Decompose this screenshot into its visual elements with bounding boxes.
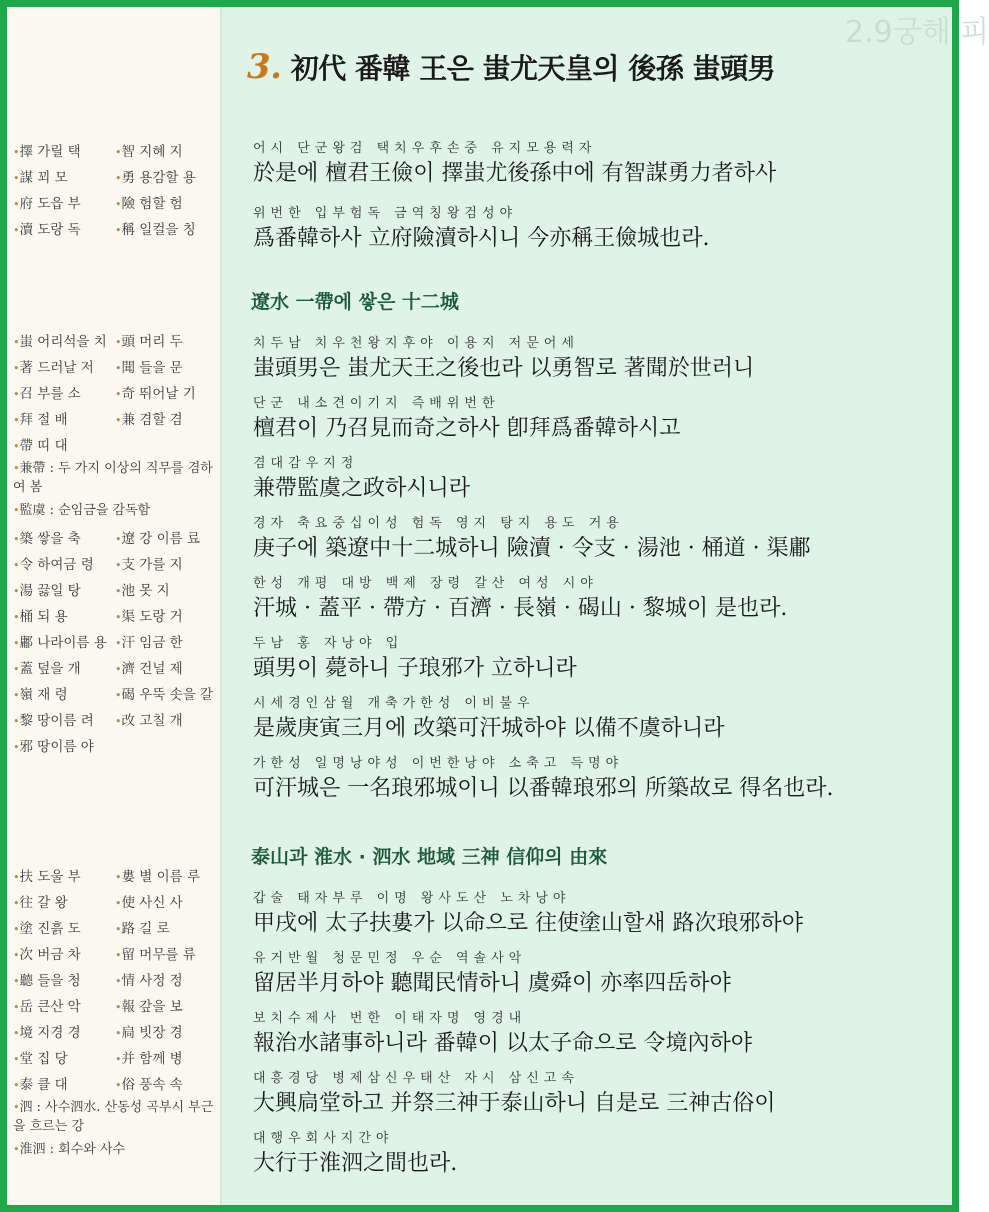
glossary-entry bbox=[115, 330, 217, 350]
glossary-entry-text: 頭 머리 두 bbox=[121, 334, 183, 350]
glossary-entry bbox=[13, 1073, 115, 1093]
glossary-entry bbox=[13, 1047, 115, 1067]
bullet-icon: • bbox=[13, 689, 20, 702]
bullet-icon: • bbox=[115, 172, 122, 185]
glossary-entry-text: 支 가를 지 bbox=[121, 557, 183, 573]
bullet-icon: • bbox=[115, 585, 122, 598]
line-reading: 겸대감우지정 bbox=[253, 456, 359, 471]
glossary-row bbox=[13, 628, 218, 654]
bullet-icon: • bbox=[13, 1101, 20, 1114]
glossary-row bbox=[13, 137, 218, 163]
bullet-icon: • bbox=[115, 689, 122, 702]
glossary-row bbox=[13, 732, 218, 758]
main-content bbox=[225, 7, 989, 1205]
glossary-entry-text: 鄘 나라이름 용 bbox=[19, 635, 107, 651]
glossary-entry-text: 嶺 재 령 bbox=[19, 687, 68, 703]
bullet-icon: • bbox=[115, 949, 122, 962]
bullet-icon: • bbox=[115, 533, 122, 546]
glossary-entry-text: 蚩 어리석을 치 bbox=[19, 334, 107, 350]
line-hanja: 大行于淮泗之間也라. bbox=[253, 1151, 458, 1176]
glossary-group-1 bbox=[13, 137, 218, 241]
bullet-icon: • bbox=[115, 715, 122, 728]
glossary-row bbox=[13, 379, 218, 405]
line-reading: 두남 홍 자낭야 입 bbox=[253, 636, 404, 651]
glossary-entry-text: 黎 땅이름 려 bbox=[19, 713, 94, 729]
glossary-entry-text: 聽 들을 청 bbox=[19, 973, 81, 989]
glossary-row bbox=[13, 215, 218, 241]
glossary-entry-text: 築 쌓을 축 bbox=[19, 531, 81, 547]
glossary-row bbox=[13, 914, 218, 940]
glossary-entry bbox=[13, 995, 115, 1015]
line-reading: 보치수제사 번한 이태자명 영경내 bbox=[253, 1011, 527, 1026]
glossary-entry bbox=[115, 943, 217, 963]
bullet-icon: • bbox=[115, 975, 122, 988]
glossary-row bbox=[13, 353, 218, 379]
bullet-icon: • bbox=[115, 897, 122, 910]
glossary-entry bbox=[13, 553, 115, 573]
glossary-row bbox=[13, 1070, 218, 1096]
bullet-icon: • bbox=[115, 923, 122, 936]
section-heading: 泰山과 淮水 · 泗水 地域 三神 信仰의 由來 bbox=[251, 846, 608, 868]
glossary-note bbox=[13, 1140, 218, 1159]
glossary-entry bbox=[115, 891, 217, 911]
line-reading: 어시 단군왕검 택치우후손중 유지모용력자 bbox=[253, 141, 597, 156]
glossary-entry bbox=[115, 527, 217, 547]
glossary-entry-text: 桶 되 용 bbox=[19, 609, 68, 625]
glossary-entry bbox=[115, 218, 217, 238]
bullet-icon: • bbox=[13, 663, 20, 676]
glossary-entry-text: 堂 집 당 bbox=[19, 1051, 68, 1067]
glossary-entry-text: 留 머무를 류 bbox=[121, 947, 196, 963]
glossary-entry-text: 使 사신 사 bbox=[121, 895, 183, 911]
glossary-entry-text: 擇 가릴 택 bbox=[19, 144, 81, 160]
section-number: 3. bbox=[247, 47, 282, 87]
glossary-entry bbox=[115, 917, 217, 937]
glossary-row bbox=[13, 1018, 218, 1044]
line-hanja: 頭男이 薨하니 子琅邪가 立하니라 bbox=[253, 656, 577, 681]
line-hanja: 於是에 檀君王儉이 擇蚩尤後孫中에 有智謀勇力者하사 bbox=[253, 161, 777, 186]
text-line bbox=[253, 452, 953, 502]
glossary-entry bbox=[115, 605, 217, 625]
glossary-entry-text: 著 드러날 저 bbox=[19, 360, 94, 376]
bullet-icon: • bbox=[13, 336, 20, 349]
bullet-icon: • bbox=[115, 388, 122, 401]
bullet-icon: • bbox=[13, 224, 20, 237]
glossary-row bbox=[13, 992, 218, 1018]
glossary-entry-text: 塗 진흙 도 bbox=[19, 921, 81, 937]
glossary-note-text: 泗 : 사수泗水. 산동성 곡부시 부근을 흐르는 강 bbox=[13, 1100, 214, 1134]
glossary-row bbox=[13, 680, 218, 706]
line-hanja: 大興扃堂하고 并祭三神于泰山하니 自是로 三神古俗이 bbox=[253, 1091, 776, 1116]
glossary-entry-text: 次 버금 차 bbox=[19, 947, 81, 963]
glossary-group-2 bbox=[13, 327, 218, 758]
glossary-entry-text: 往 갈 왕 bbox=[19, 895, 68, 911]
line-reading: 시세경인삼월 개축가한성 이비불우 bbox=[253, 696, 535, 711]
glossary-entry bbox=[115, 865, 217, 885]
bullet-icon: • bbox=[13, 897, 20, 910]
glossary-entry-text: 泰 클 대 bbox=[19, 1077, 68, 1093]
glossary-entry-text: 智 지혜 지 bbox=[121, 144, 183, 160]
glossary-entry bbox=[13, 434, 115, 454]
glossary-row bbox=[13, 576, 218, 602]
text-line bbox=[253, 692, 953, 742]
bullet-icon: • bbox=[13, 1143, 20, 1156]
bullet-icon: • bbox=[115, 224, 122, 237]
bullet-icon: • bbox=[13, 1027, 20, 1040]
glossary-entry bbox=[13, 140, 115, 160]
glossary-entry bbox=[13, 605, 115, 625]
bullet-icon: • bbox=[13, 611, 20, 624]
glossary-entry-text: 改 고칠 개 bbox=[121, 713, 183, 729]
glossary-entry bbox=[13, 218, 115, 238]
glossary-entry bbox=[13, 382, 115, 402]
bullet-icon: • bbox=[115, 414, 122, 427]
line-reading: 대행우회사지간야 bbox=[253, 1131, 394, 1146]
glossary-entry bbox=[115, 553, 217, 573]
line-hanja: 庚子에 築遼中十二城하니 險瀆 · 令支 · 湯池 · 桶道 · 渠鄘 bbox=[253, 536, 811, 561]
glossary-entry bbox=[13, 943, 115, 963]
glossary-note bbox=[13, 501, 218, 520]
glossary-entry-text: 婁 별 이름 루 bbox=[121, 869, 201, 885]
glossary-entry-text: 聞 들을 문 bbox=[121, 360, 183, 376]
glossary-entry bbox=[13, 166, 115, 186]
glossary-row bbox=[13, 431, 218, 457]
glossary-entry bbox=[13, 408, 115, 428]
glossary-entry-text: 府 도읍 부 bbox=[19, 196, 81, 212]
bullet-icon: • bbox=[115, 336, 122, 349]
line-hanja: 甲戌에 太子扶婁가 以命으로 往使塗山할새 路次琅邪하야 bbox=[253, 911, 803, 936]
text-line bbox=[253, 1007, 953, 1057]
line-hanja: 可汗城은 一名琅邪城이니 以番韓琅邪의 所築故로 得名也라. bbox=[253, 776, 834, 801]
line-reading: 대흥경당 병제삼신우태산 자시 삼신고속 bbox=[253, 1071, 579, 1086]
glossary-row bbox=[13, 706, 218, 732]
bullet-icon: • bbox=[115, 1053, 122, 1066]
glossary-entry-text: 報 갚을 보 bbox=[121, 999, 183, 1015]
glossary-entry bbox=[115, 1073, 217, 1093]
glossary-entry-text: 蓋 덮을 개 bbox=[19, 661, 81, 677]
bullet-icon: • bbox=[13, 414, 20, 427]
glossary-entry bbox=[115, 969, 217, 989]
glossary-row bbox=[13, 966, 218, 992]
bullet-icon: • bbox=[13, 440, 20, 453]
glossary-entry-text: 瀆 도랑 독 bbox=[19, 222, 81, 238]
bullet-icon: • bbox=[13, 198, 20, 211]
bullet-icon: • bbox=[13, 585, 20, 598]
glossary-entry-text: 兼 겸할 겸 bbox=[121, 412, 183, 428]
glossary-entry-text: 池 못 지 bbox=[121, 583, 170, 599]
glossary-row bbox=[13, 602, 218, 628]
glossary-entry-text: 湯 끓일 탕 bbox=[19, 583, 81, 599]
bullet-icon: • bbox=[13, 1001, 20, 1014]
bullet-icon: • bbox=[13, 715, 20, 728]
glossary-entry bbox=[13, 735, 115, 755]
bullet-icon: • bbox=[13, 1079, 20, 1092]
glossary-entry-text: 扶 도울 부 bbox=[19, 869, 81, 885]
glossary-entry bbox=[13, 969, 115, 989]
glossary-entry bbox=[115, 408, 217, 428]
bullet-icon: • bbox=[13, 975, 20, 988]
bleed-through-text: 2.9궁해 피 bbox=[845, 15, 989, 50]
glossary-entry bbox=[115, 631, 217, 651]
glossary-entry bbox=[115, 683, 217, 703]
glossary-entry-text: 召 부를 소 bbox=[19, 386, 81, 402]
glossary-entry-text: 碣 우뚝 솟을 갈 bbox=[121, 687, 214, 703]
bullet-icon: • bbox=[115, 1079, 122, 1092]
glossary-entry bbox=[13, 657, 115, 677]
glossary-entry bbox=[115, 356, 217, 376]
page-title bbox=[247, 47, 775, 87]
glossary-entry bbox=[13, 527, 115, 547]
glossary-entry bbox=[115, 579, 217, 599]
text-line bbox=[253, 202, 953, 252]
glossary-entry bbox=[13, 356, 115, 376]
bullet-icon: • bbox=[13, 949, 20, 962]
line-reading: 단군 내소견이기지 즉배위번한 bbox=[253, 396, 500, 411]
glossary-row bbox=[13, 862, 218, 888]
bullet-icon: • bbox=[13, 741, 20, 754]
glossary-entry bbox=[13, 330, 115, 350]
glossary-entry bbox=[13, 891, 115, 911]
text-line bbox=[253, 512, 953, 562]
glossary-note-text: 兼帶 : 두 가지 이상의 직무를 겸하여 봄 bbox=[13, 461, 213, 495]
bullet-icon: • bbox=[115, 1001, 122, 1014]
line-hanja: 汗城 · 蓋平 · 帶方 · 百濟 · 長嶺 · 碣山 · 黎城이 是也라. bbox=[253, 596, 788, 621]
glossary-entry-text: 謀 꾀 모 bbox=[19, 170, 68, 186]
glossary-entry-text: 邪 땅이름 야 bbox=[19, 739, 94, 755]
glossary-entry-text: 濟 건널 제 bbox=[121, 661, 183, 677]
text-line bbox=[253, 632, 953, 682]
glossary-entry-text: 路 길 로 bbox=[121, 921, 170, 937]
glossary-entry-text: 并 함께 병 bbox=[121, 1051, 183, 1067]
bullet-icon: • bbox=[13, 504, 20, 517]
line-hanja: 檀君이 乃召見而奇之하사 卽拜爲番韓하시고 bbox=[253, 416, 681, 441]
line-hanja: 是歲庚寅三月에 改築可汗城하야 以備不虞하니라 bbox=[253, 716, 725, 741]
line-hanja: 兼帶監虞之政하시니라 bbox=[253, 476, 471, 501]
bullet-icon: • bbox=[13, 462, 20, 475]
glossary-note-text: 監虞 : 순임금을 감독함 bbox=[19, 503, 151, 518]
line-reading: 치두남 치우천왕지후야 이용지 저문어세 bbox=[253, 336, 579, 351]
glossary-entry bbox=[13, 865, 115, 885]
glossary-entry bbox=[13, 579, 115, 599]
glossary-entry-text: 岳 큰산 악 bbox=[19, 999, 81, 1015]
title-text: 初代 番韓 王은 蚩尤天皇의 後孫 蚩頭男 bbox=[290, 52, 776, 85]
line-reading: 갑술 태자부루 이명 왕사도산 노차낭야 bbox=[253, 891, 571, 906]
glossary-group-3 bbox=[13, 862, 218, 1163]
glossary-entry-text: 險 험할 험 bbox=[121, 196, 183, 212]
bullet-icon: • bbox=[115, 663, 122, 676]
text-line bbox=[253, 572, 953, 622]
bullet-icon: • bbox=[115, 198, 122, 211]
glossary-entry-text: 俗 풍속 속 bbox=[121, 1077, 183, 1093]
glossary-entry-text: 令 하여금 령 bbox=[19, 557, 94, 573]
bullet-icon: • bbox=[13, 871, 20, 884]
text-line bbox=[253, 392, 953, 442]
glossary-entry bbox=[13, 631, 115, 651]
glossary-entry-text: 勇 용감할 용 bbox=[121, 170, 196, 186]
glossary-note bbox=[13, 459, 218, 497]
glossary-row bbox=[13, 405, 218, 431]
glossary-entry-text: 扃 빗장 경 bbox=[121, 1025, 183, 1041]
glossary-row bbox=[13, 524, 218, 550]
glossary-entry-text: 汗 임금 한 bbox=[121, 635, 183, 651]
glossary-entry bbox=[115, 1021, 217, 1041]
line-reading: 경자 축요중십이성 험독 영지 탕지 용도 거용 bbox=[253, 516, 624, 531]
glossary-entry-text: 遼 강 이름 료 bbox=[121, 531, 201, 547]
glossary-entry bbox=[13, 917, 115, 937]
section-heading: 遼水 一帶에 쌓은 十二城 bbox=[251, 291, 459, 313]
bullet-icon: • bbox=[13, 559, 20, 572]
glossary-row bbox=[13, 888, 218, 914]
glossary-row bbox=[13, 1044, 218, 1070]
glossary-entry-text: 情 사정 정 bbox=[121, 973, 183, 989]
glossary-entry-text: 帶 띠 대 bbox=[19, 438, 68, 454]
bullet-icon: • bbox=[13, 172, 20, 185]
glossary-entry bbox=[13, 1021, 115, 1041]
glossary-row bbox=[13, 189, 218, 215]
line-reading: 가한성 일명낭야성 이번한낭야 소축고 득명야 bbox=[253, 756, 624, 771]
text-line bbox=[253, 1127, 953, 1177]
glossary-row bbox=[13, 940, 218, 966]
glossary-entry bbox=[115, 709, 217, 729]
glossary-entry bbox=[115, 382, 217, 402]
glossary-entry bbox=[115, 995, 217, 1015]
glossary-entry bbox=[115, 140, 217, 160]
glossary-entry bbox=[13, 192, 115, 212]
glossary-entry-text: 稱 일컬을 칭 bbox=[121, 222, 196, 238]
text-line bbox=[253, 137, 953, 187]
text-line bbox=[253, 887, 953, 937]
glossary-entry bbox=[115, 1047, 217, 1067]
text-line bbox=[253, 332, 953, 382]
line-hanja: 爲番韓하사 立府險瀆하시니 今亦稱王儉城也라. bbox=[253, 226, 710, 251]
glossary-row bbox=[13, 550, 218, 576]
bullet-icon: • bbox=[13, 388, 20, 401]
bullet-icon: • bbox=[115, 1027, 122, 1040]
bullet-icon: • bbox=[115, 637, 122, 650]
line-reading: 한성 개평 대방 백제 장령 갈산 여성 시야 bbox=[253, 576, 598, 591]
glossary-row bbox=[13, 327, 218, 353]
glossary-entry bbox=[115, 192, 217, 212]
bullet-icon: • bbox=[13, 1053, 20, 1066]
bullet-icon: • bbox=[13, 362, 20, 375]
line-hanja: 報治水諸事하니라 番韓이 以太子命으로 令境內하야 bbox=[253, 1031, 752, 1056]
line-hanja: 留居半月하야 聽聞民情하니 虞舜이 亦率四岳하야 bbox=[253, 971, 731, 996]
glossary-entry-text: 渠 도랑 거 bbox=[121, 609, 183, 625]
bullet-icon: • bbox=[115, 146, 122, 159]
glossary-entry-text: 奇 뛰어날 기 bbox=[121, 386, 196, 402]
glossary-entry bbox=[13, 683, 115, 703]
text-line bbox=[253, 1067, 953, 1117]
glossary-note bbox=[13, 1098, 218, 1136]
glossary-entry-text: 拜 절 배 bbox=[19, 412, 68, 428]
bullet-icon: • bbox=[13, 923, 20, 936]
line-reading: 유거반월 청문민정 우순 역솔사악 bbox=[253, 951, 527, 966]
text-line bbox=[253, 752, 953, 802]
bullet-icon: • bbox=[13, 146, 20, 159]
line-hanja: 蚩頭男은 蚩尤天王之後也라 以勇智로 著聞於世러니 bbox=[253, 356, 755, 381]
bullet-icon: • bbox=[115, 871, 122, 884]
glossary-entry bbox=[115, 166, 217, 186]
bullet-icon: • bbox=[13, 637, 20, 650]
glossary-row bbox=[13, 654, 218, 680]
glossary-entry bbox=[115, 657, 217, 677]
glossary-row bbox=[13, 163, 218, 189]
bullet-icon: • bbox=[115, 611, 122, 624]
glossary-entry bbox=[13, 709, 115, 729]
glossary-sidebar bbox=[7, 7, 222, 1205]
bullet-icon: • bbox=[115, 559, 122, 572]
line-reading: 위번한 입부험독 금역칭왕검성야 bbox=[253, 206, 518, 221]
glossary-entry-text: 境 지경 경 bbox=[19, 1025, 81, 1041]
glossary-note-text: 淮泗 : 회수와 사수 bbox=[19, 1142, 126, 1157]
bullet-icon: • bbox=[115, 362, 122, 375]
text-line bbox=[253, 947, 953, 997]
bullet-icon: • bbox=[13, 533, 20, 546]
